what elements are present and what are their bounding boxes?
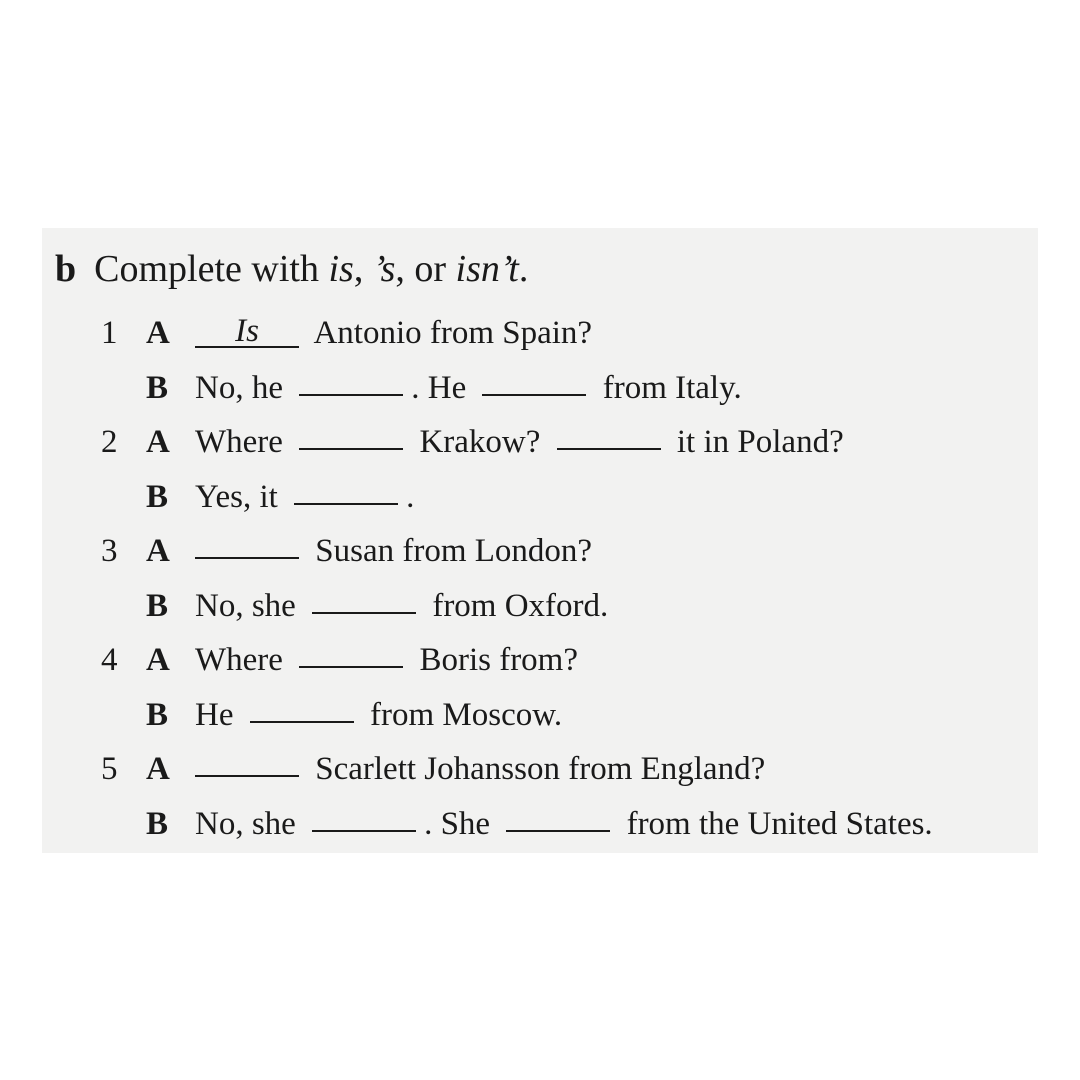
- answer-blank[interactable]: [250, 691, 354, 723]
- speaker-label: A: [146, 533, 170, 569]
- text-after-blank: Susan from London?: [315, 533, 593, 569]
- answer-blank[interactable]: [299, 364, 403, 396]
- exercise-heading: [55, 244, 528, 294]
- heading-sep-1: ,: [353, 248, 373, 290]
- answer-blank[interactable]: [195, 745, 299, 777]
- answer-blank-second[interactable]: [506, 800, 610, 832]
- text-after-blank: . She: [424, 805, 491, 842]
- heading-word-is: is: [328, 248, 354, 290]
- line-text: [195, 417, 844, 467]
- speaker-label: B: [146, 587, 169, 624]
- speaker-label: B: [146, 805, 169, 842]
- speaker-label: A: [146, 642, 170, 678]
- item-number: 4: [101, 642, 118, 678]
- text-before-blank: No, she: [195, 587, 296, 624]
- text-before-blank: Where: [195, 642, 283, 678]
- heading-word-isnt: isn’t: [455, 248, 519, 290]
- text-after-blank: Antonio from Spain?: [313, 315, 593, 351]
- answer-blank[interactable]: Is: [195, 316, 299, 348]
- text-before-blank: No, he: [195, 369, 283, 406]
- speaker-label: B: [146, 478, 169, 515]
- text-after-blank: Krakow?: [419, 424, 541, 460]
- line-text: [195, 363, 742, 413]
- answer-blank[interactable]: [299, 418, 403, 450]
- line-text: [195, 635, 578, 685]
- text-before-blank: Where: [195, 424, 283, 460]
- heading-word-s: ’s: [372, 248, 396, 290]
- speaker-label: A: [146, 424, 170, 460]
- line-text: [195, 308, 592, 358]
- text-after-second-blank: from the United States.: [626, 805, 933, 842]
- item-number: 3: [101, 533, 118, 569]
- text-after-blank: . He: [411, 369, 467, 406]
- speaker-label: A: [146, 315, 170, 351]
- item-number: 1: [101, 315, 118, 351]
- item-number: 2: [101, 424, 118, 460]
- heading-prefix: Complete with: [94, 248, 329, 290]
- text-after-second-blank: it in Poland?: [676, 424, 844, 460]
- line-text: [195, 472, 414, 522]
- text-after-blank: from Oxford.: [432, 587, 609, 624]
- text-before-blank: Yes, it: [195, 478, 278, 515]
- text-before-blank: No, she: [195, 805, 296, 842]
- line-text: [195, 581, 608, 631]
- text-after-second-blank: from Italy.: [602, 369, 742, 406]
- line-text: [195, 744, 765, 794]
- text-after-blank: Boris from?: [419, 642, 578, 678]
- text-after-blank: .: [406, 478, 415, 515]
- text-after-blank: from Moscow.: [369, 696, 563, 733]
- text-before-blank: He: [195, 696, 234, 733]
- answer-blank[interactable]: [195, 527, 299, 559]
- speaker-label: B: [146, 369, 169, 406]
- answer-blank[interactable]: [312, 582, 416, 614]
- line-text: [195, 526, 592, 576]
- answer-blank[interactable]: [299, 636, 403, 668]
- line-text: [195, 690, 562, 740]
- heading-end: .: [518, 248, 529, 290]
- speaker-label: B: [146, 696, 169, 733]
- text-after-blank: Scarlett Johansson from England?: [315, 751, 766, 787]
- answer-blank[interactable]: [294, 473, 398, 505]
- answer-blank-second[interactable]: [557, 418, 661, 450]
- line-text: [195, 799, 933, 849]
- exercise-letter: b: [55, 248, 77, 290]
- speaker-label: A: [146, 751, 170, 787]
- answer-blank[interactable]: [312, 800, 416, 832]
- item-number: 5: [101, 751, 118, 787]
- heading-sep-2: , or: [395, 248, 456, 290]
- answer-blank-second[interactable]: [482, 364, 586, 396]
